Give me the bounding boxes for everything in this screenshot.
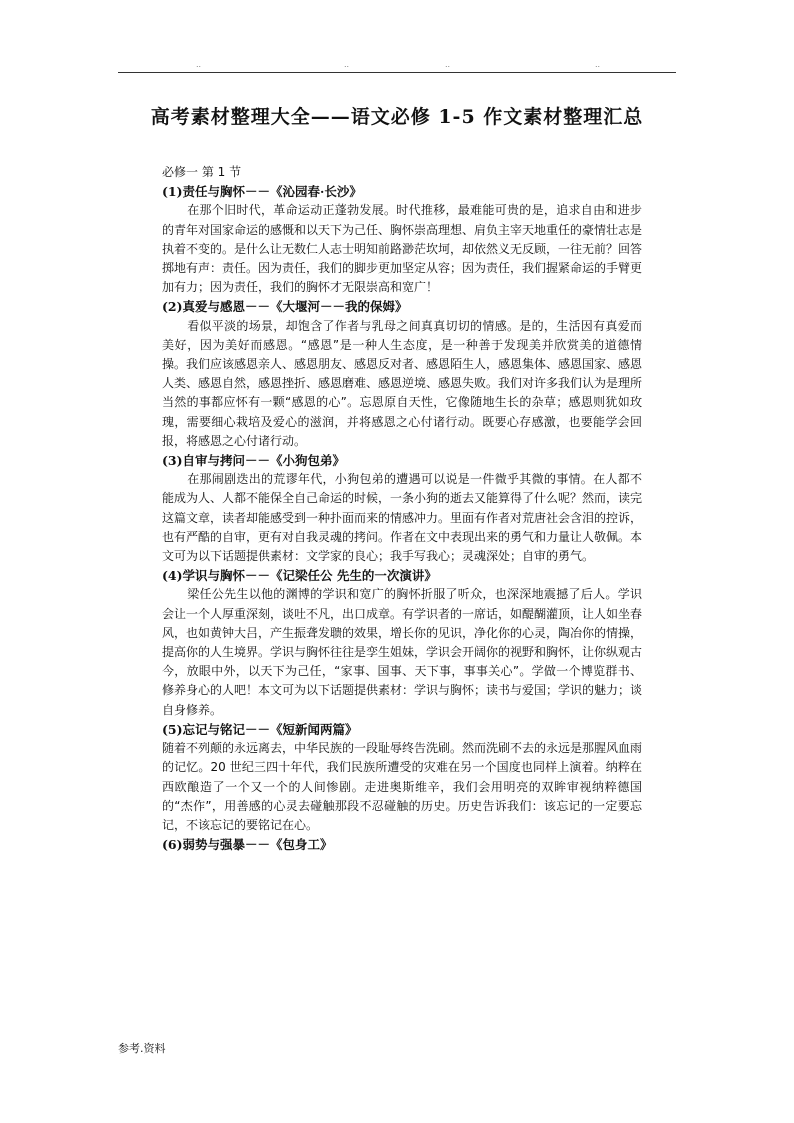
section-heading: (1)责任与胸怀－－《沁园春·长沙》 — [162, 184, 362, 200]
header-marks — [118, 60, 676, 72]
section-heading: (2)真爱与感恩－－《大堰河－－我的保姆》 — [162, 299, 408, 315]
section-heading: (6)弱势与强暴－－《包身工》 — [162, 837, 333, 853]
section-heading: (4)学识与胸怀－－《记梁任公 先生的一次演讲》 — [162, 568, 437, 584]
section-paragraph: 在那个旧时代，革命运动正蓬勃发展。时代推移，最难能可贵的是，追求自由和进步的青年对国家命运的感慨和以天下为己任、胸怀崇高理想、肩负主宰天地重任的豪情壮志是执着不变的。是什么让无数仁人志士明知前路渺茫坎坷，却依然义无反顾，一往无前？回答掷地有声：责任。因为责任，我们的脚步更加坚定从容；因为责任，我们握紧命运的手臂更加有力；因为责任，我们的胸怀才无限崇高和宽广！ — [162, 203, 643, 295]
header-rule — [118, 72, 676, 73]
header-mark: .. — [595, 60, 601, 69]
section-heading: (5)忘记与铭记－－《短新闻两篇》 — [162, 721, 358, 737]
section-paragraph: 看似平淡的场景，却饱含了作者与乳母之间真真切切的情感。是的，生活因有真爱而美好，因为美好而感恩。“感恩”是一种人生态度，是一种善于发现美并欣赏美的道德情操。我们应该感恩亲人、感恩朋友、感恩反对者、感恩陌生人，感恩集体、感恩国家、感恩人类、感恩自然，感恩挫折、感恩磨难、感恩逆境、感恩失败。我们对许多我们认为是理所当然的事都应怀有一颗“感恩的心”。忘恩原自天性，它像随地生长的杂草；感恩则犹如玫瑰，需要细心栽培及爱心的滋润，并将感恩之心付诸行动。既要心存感激，也要能学会回报，将感恩之心付诸行动。 — [162, 318, 643, 448]
section-paragraph: 在那闹剧迭出的荒谬年代，小狗包弟的遭遇可以说是一件微乎其微的事情。在人都不能成为人、人都不能保全自己命运的时候，一条小狗的逝去又能算得了什么呢？然而，读完这篇文章，读者却能感受到一种扑面而来的情感冲力。里面有作者对荒唐社会含泪的控诉，也有严酷的自审，更有对自我灵魂的拷问。作者在文中表现出来的勇气和力量让人敬佩。本文可为以下话题提供素材：文学家的良心；我手写我心；灵魂深处；自审的勇气。 — [162, 472, 643, 564]
document-title: 高考素材整理大全——语文必修 1-5 作文素材整理汇总 — [150, 106, 644, 128]
header-mark: .. — [344, 60, 350, 69]
header-mark: .. — [445, 60, 451, 69]
section-paragraph: 梁任公先生以他的渊博的学识和宽广的胸怀折服了听众，也深深地震撼了后人。学识会让一个人厚重深刻，谈吐不凡，出口成章。有学识者的一席话，如醍醐灌顶，让人如坐春风，也如黄钟大吕，产生振聋发聩的效果，增长你的见识，净化你的心灵，陶冶你的情操，提高你的人生境界。学识与胸怀往往是孪生姐妹，学识会开阔你的视野和胸怀，让你纵观古今，放眼中外，以天下为己任，“家事、国事、天下事，事事关心”。学做一个博览群书、修养身心的人吧！本文可为以下话题提供素材：学识与胸怀；读书与爱国；学识的魅力；谈自身修养。 — [162, 587, 643, 717]
footer-text: 参考.资料 — [118, 1042, 166, 1055]
section-heading: (3)自审与拷问－－《小狗包弟》 — [162, 453, 346, 469]
section-paragraph: 随着不列颠的永远离去，中华民族的一段耻辱终告洗刷。然而洗刷不去的永远是那腥风血雨的记忆。20 世纪三四十年代，我们民族所遭受的灾难在另一个国度也同样上演着。纳粹在西欧酿造了一个又一个的人间惨剧。走进奥斯维辛，我们会用明亮的双眸审视纳粹德国的“杰作”，用善感的心灵去碰触那段不忍碰触的历史。历史告诉我们：该忘记的一定要忘记，不该忘记的要铭记在心。 — [162, 741, 643, 832]
chapter-label: 必修一 第 1 节 — [162, 165, 242, 179]
header-mark: .. — [196, 60, 202, 69]
document-body — [162, 163, 642, 854]
